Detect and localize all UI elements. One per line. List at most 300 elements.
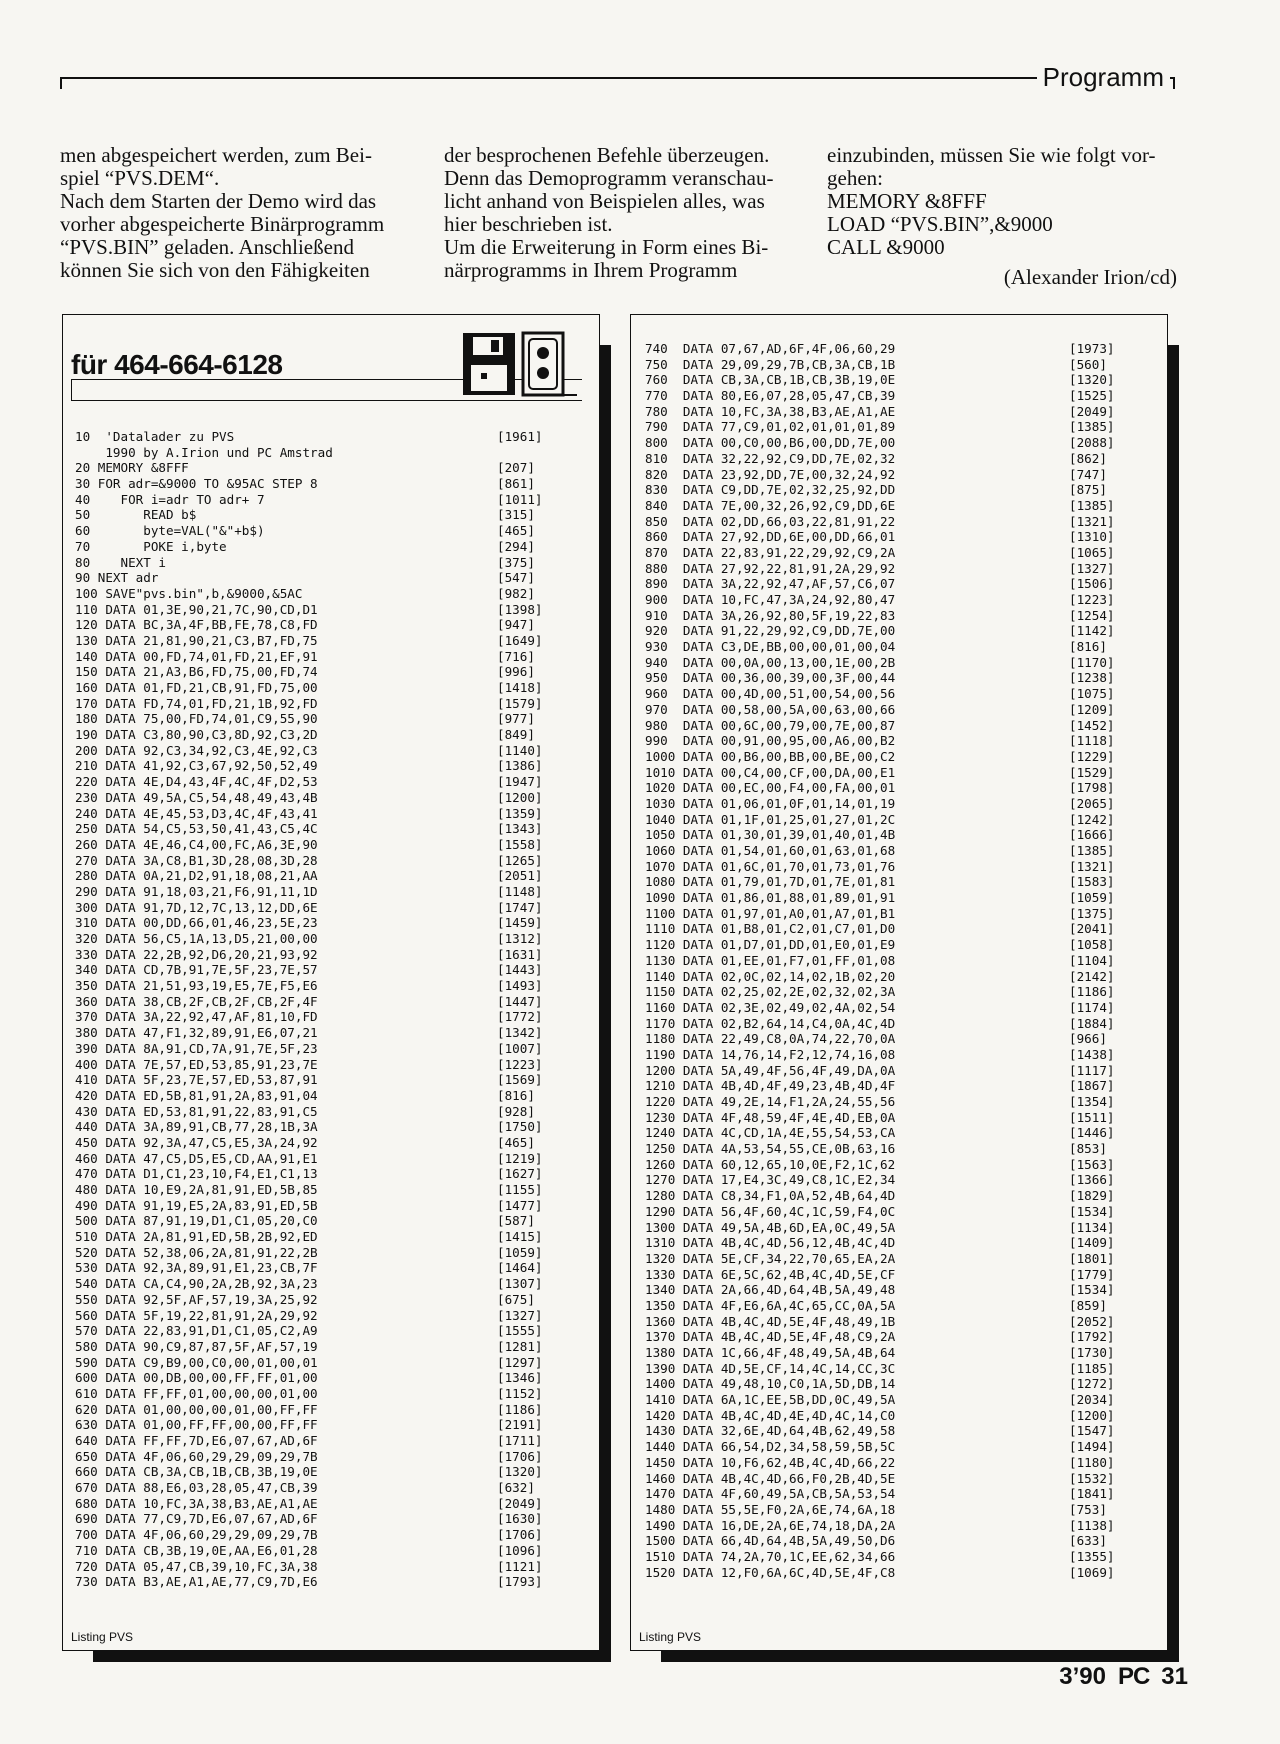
checksum: [1534]: [1069, 1282, 1115, 1298]
checksum: [1242]: [1069, 811, 1115, 827]
code-text: 1320 DATA 5E,CF,34,22,70,65,EA,2A: [645, 1250, 896, 1266]
code-text: 620 DATA 01,00,00,00,01,00,FF,FF: [75, 1401, 318, 1417]
code-text: 470 DATA D1,C1,23,10,F4,E1,C1,13: [75, 1166, 318, 1182]
code-line: [631, 451, 1167, 467]
code-text: 740 DATA 07,67,AD,6F,4F,06,60,29: [645, 341, 896, 356]
code-text: 1180 DATA 22,49,C8,0A,74,22,70,0A: [645, 1031, 896, 1047]
checksum: [1973]: [1069, 341, 1115, 356]
checksum: [633]: [1069, 1533, 1107, 1549]
checksum: [1223]: [497, 1056, 543, 1072]
code-text: 540 DATA CA,C4,90,2A,2B,92,3A,23: [75, 1276, 318, 1292]
code-line: [63, 1464, 599, 1480]
checksum: [753]: [1069, 1501, 1107, 1517]
checksum: [1359]: [497, 805, 543, 821]
code-line: [63, 1057, 599, 1073]
code-line: [63, 962, 599, 978]
code-text: 350 DATA 21,51,93,19,E5,7E,F5,E6: [75, 978, 318, 994]
code-text: 940 DATA 00,0A,00,13,00,1E,00,2B: [645, 654, 896, 670]
code-line: [631, 1188, 1167, 1204]
checksum: [1142]: [1069, 623, 1115, 639]
code-line: [631, 796, 1167, 812]
code-line: [631, 357, 1167, 373]
code-text: 340 DATA CD,7B,91,7E,5F,23,7E,57: [75, 962, 318, 978]
code-line: [631, 984, 1167, 1000]
code-line: [631, 1000, 1167, 1016]
code-text: 690 DATA 77,C9,7D,E6,07,67,AD,6F: [75, 1511, 318, 1527]
checksum: [849]: [497, 727, 535, 743]
code-text: 220 DATA 4E,D4,43,4F,4C,4F,D2,53: [75, 774, 318, 790]
checksum: [1343]: [497, 821, 543, 837]
code-line: [63, 602, 599, 618]
code-text: 530 DATA 92,3A,89,91,E1,23,CB,7F: [75, 1260, 318, 1276]
code-line: [63, 1496, 599, 1512]
code-text: 1230 DATA 4F,48,59,4F,4E,4D,EB,0A: [645, 1109, 896, 1125]
code-line: [63, 1417, 599, 1433]
checksum: [1134]: [1069, 1219, 1115, 1235]
code-text: 410 DATA 5F,23,7E,57,ED,53,87,91: [75, 1072, 318, 1088]
code-line: [63, 837, 599, 853]
checksum: [1065]: [1069, 544, 1115, 560]
code-line: [63, 664, 599, 680]
code-line: [63, 476, 599, 492]
code-text: 480 DATA 10,E9,2A,81,91,ED,5B,85: [75, 1182, 318, 1197]
code-text: 260 DATA 4E,46,C4,00,FC,A6,3E,90: [75, 836, 318, 852]
code-text: 1190 DATA 14,76,14,F2,12,74,16,08: [645, 1046, 896, 1062]
checksum: [1579]: [497, 695, 543, 711]
code-text: 70 POKE i,byte: [75, 538, 227, 554]
code-line: [63, 743, 599, 759]
code-text: 1400 DATA 49,48,10,C0,1A,5D,DB,14: [645, 1376, 896, 1392]
code-text: 1290 DATA 56,4F,60,4C,1C,59,F4,0C: [645, 1203, 896, 1219]
checksum: [1529]: [1069, 764, 1115, 780]
checksum: [1798]: [1069, 780, 1115, 796]
checksum: [1446]: [1069, 1125, 1115, 1141]
checksum: [1272]: [1069, 1376, 1115, 1392]
code-text: 1990 by A.Irion und PC Amstrad: [75, 444, 333, 460]
checksum: [1706]: [497, 1527, 543, 1543]
code-line: [631, 780, 1167, 796]
code-line: [63, 1229, 599, 1245]
code-text: 1310 DATA 4B,4C,4D,56,12,4B,4C,4D: [645, 1235, 896, 1251]
code-text: 1090 DATA 01,86,01,88,01,89,01,91: [645, 890, 896, 906]
code-text: 430 DATA ED,53,81,91,22,83,91,C5: [75, 1103, 318, 1119]
checksum: [1583]: [1069, 874, 1115, 890]
code-line: [631, 1518, 1167, 1534]
code-line: [63, 1339, 599, 1355]
code-line: [631, 419, 1167, 435]
code-line: [631, 1031, 1167, 1047]
checksum: [2052]: [1069, 1313, 1115, 1329]
code-text: 850 DATA 02,DD,66,03,22,81,91,22: [645, 513, 896, 529]
code-text: 120 DATA BC,3A,4F,BB,FE,78,C8,FD: [75, 617, 318, 633]
code-line: [63, 1323, 599, 1339]
code-line: [63, 1198, 599, 1214]
code-text: 550 DATA 92,5F,AF,57,19,3A,25,92: [75, 1291, 318, 1307]
checksum: [1375]: [1069, 905, 1115, 921]
checksum: [1320]: [1069, 372, 1115, 388]
text-line: Nach dem Starten der Demo wird das: [60, 189, 377, 213]
code-text: 1010 DATA 00,C4,00,CF,00,DA,00,E1: [645, 764, 896, 780]
code-line: [631, 1455, 1167, 1471]
compatibility-badge: für 464-664-6128: [71, 349, 283, 380]
code-text: 1350 DATA 4F,E6,6A,4C,65,CC,0A,5A: [645, 1297, 896, 1313]
checksum: [1385]: [1069, 419, 1115, 435]
code-text: 1100 DATA 01,97,01,A0,01,A7,01,B1: [645, 905, 896, 921]
code-listing-left: [63, 429, 599, 1590]
code-text: 670 DATA 88,E6,03,28,05,47,CB,39: [75, 1480, 318, 1496]
code-text: 90 NEXT adr: [75, 570, 159, 586]
code-text: 590 DATA C9,B9,00,C0,00,01,00,01: [75, 1354, 318, 1370]
code-line: [631, 1078, 1167, 1094]
code-line: [63, 429, 599, 445]
code-line: [631, 639, 1167, 655]
code-line: [63, 915, 599, 931]
code-line: [631, 655, 1167, 671]
code-line: [63, 1119, 599, 1135]
checksum: [1792]: [1069, 1329, 1115, 1345]
checksum: [1320]: [497, 1464, 543, 1480]
code-text: 970 DATA 00,58,00,5A,00,63,00,66: [645, 701, 896, 717]
checksum: [1148]: [497, 883, 543, 899]
checksum: [1385]: [1069, 497, 1115, 513]
checksum: [1342]: [497, 1025, 543, 1041]
checksum: [2049]: [1069, 403, 1115, 419]
code-line: [631, 1376, 1167, 1392]
checksum: [632]: [497, 1480, 535, 1496]
code-line: [631, 1486, 1167, 1502]
checksum: [294]: [497, 538, 535, 554]
checksum: [2049]: [497, 1495, 543, 1511]
checksum: [966]: [1069, 1031, 1107, 1047]
code-line: [631, 1157, 1167, 1173]
checksum: [1121]: [497, 1558, 543, 1574]
checksum: [1459]: [497, 915, 543, 931]
text-line: einzubinden, müssen Sie wie folgt vor-: [827, 143, 1156, 167]
code-line: [63, 1213, 599, 1229]
text-line: men abgespeichert werden, zum Bei-: [60, 143, 372, 167]
code-text: 790 DATA 77,C9,01,02,01,01,01,89: [645, 419, 896, 435]
code-line: [63, 1166, 599, 1182]
code-text: 650 DATA 4F,06,60,29,29,09,29,7B: [75, 1448, 318, 1464]
checksum: [977]: [497, 711, 535, 727]
checksum: [1265]: [497, 852, 543, 868]
code-text: 1370 DATA 4B,4C,4D,5E,4F,48,C9,2A: [645, 1329, 896, 1345]
code-text: 630 DATA 01,00,FF,FF,00,00,FF,FF: [75, 1417, 318, 1433]
code-line: [631, 843, 1167, 859]
code-text: 1120 DATA 01,D7,01,DD,01,E0,01,E9: [645, 937, 896, 953]
code-line: [631, 1471, 1167, 1487]
code-line: [63, 1402, 599, 1418]
code-line: [63, 1386, 599, 1402]
checksum: [1355]: [1069, 1548, 1115, 1564]
text-line: MEMORY &8FFF: [827, 189, 987, 213]
code-line: [63, 868, 599, 884]
code-line: [63, 649, 599, 665]
checksum: [1238]: [1069, 670, 1115, 686]
code-line: [63, 1025, 599, 1041]
code-text: 600 DATA 00,DB,00,00,FF,FF,01,00: [75, 1370, 318, 1386]
code-text: 1050 DATA 01,30,01,39,01,40,01,4B: [645, 827, 896, 843]
code-line: [631, 404, 1167, 420]
code-text: 510 DATA 2A,81,91,ED,5B,2B,92,ED: [75, 1229, 318, 1245]
checksum: [1630]: [497, 1511, 543, 1527]
code-line: [631, 937, 1167, 953]
code-line: [63, 1088, 599, 1104]
code-line: [631, 1251, 1167, 1267]
checksum: [1354]: [1069, 1094, 1115, 1109]
code-line: [631, 561, 1167, 577]
code-text: 1520 DATA 12,F0,6A,6C,4D,5E,4F,C8: [645, 1564, 896, 1580]
checksum: [2088]: [1069, 435, 1115, 451]
checksum: [1415]: [497, 1229, 543, 1245]
code-line: [63, 1355, 599, 1371]
checksum: [1563]: [1069, 1156, 1115, 1172]
code-line: [63, 947, 599, 963]
code-text: 1160 DATA 02,3E,02,49,02,4A,02,54: [645, 999, 896, 1015]
checksum: [1464]: [497, 1260, 543, 1276]
code-text: 900 DATA 10,FC,47,3A,24,92,80,47: [645, 592, 896, 607]
code-text: 280 DATA 0A,21,D2,91,18,08,21,AA: [75, 868, 318, 884]
code-line: [63, 1260, 599, 1276]
checksum: [816]: [497, 1087, 535, 1103]
code-text: 1340 DATA 2A,66,4D,64,4B,5A,49,48: [645, 1282, 896, 1298]
code-text: 770 DATA 80,E6,07,28,05,47,CB,39: [645, 388, 896, 404]
code-line: [631, 733, 1167, 749]
checksum: [1200]: [1069, 1407, 1115, 1423]
checksum: [1666]: [1069, 827, 1115, 843]
checksum: [1627]: [497, 1166, 543, 1182]
checksum: [1841]: [1069, 1486, 1115, 1502]
checksum: [1281]: [497, 1338, 543, 1354]
code-text: 1380 DATA 1C,66,4F,48,49,5A,4B,64: [645, 1345, 896, 1360]
checksum: [1438]: [1069, 1046, 1115, 1062]
checksum: [1140]: [497, 742, 543, 758]
listing-label: Listing PVS: [71, 1630, 134, 1644]
code-line: [631, 1267, 1167, 1283]
code-line: [63, 570, 599, 586]
code-text: 320 DATA 56,C5,1A,13,D5,21,00,00: [75, 931, 318, 946]
code-line: [63, 1182, 599, 1198]
checksum: [1346]: [497, 1370, 543, 1386]
checksum: [1867]: [1069, 1078, 1115, 1094]
code-line: [63, 1433, 599, 1449]
listing-box-left: [62, 314, 600, 1651]
checksum: [1730]: [1069, 1345, 1115, 1360]
code-text: 1300 DATA 49,5A,4B,6D,EA,0C,49,5A: [645, 1219, 896, 1235]
article-column-3: [827, 144, 1177, 259]
code-text: 700 DATA 4F,06,60,29,29,09,29,7B: [75, 1527, 318, 1543]
disk-cassette-icon: [461, 331, 579, 403]
checksum: [2065]: [1069, 795, 1115, 811]
code-line: [63, 900, 599, 916]
code-line: [631, 859, 1167, 875]
code-text: 1500 DATA 66,4D,64,4B,5A,49,50,D6: [645, 1533, 896, 1549]
code-listing-right: [631, 341, 1167, 1580]
code-text: 210 DATA 41,92,C3,67,92,50,52,49: [75, 758, 318, 774]
text-line: gehen:: [827, 166, 883, 190]
checksum: [1209]: [1069, 701, 1115, 717]
code-text: 1140 DATA 02,0C,02,14,02,1B,02,20: [645, 968, 896, 984]
code-text: 1030 DATA 01,06,01,0F,01,14,01,19: [645, 795, 896, 811]
checksum: [1059]: [1069, 890, 1115, 906]
checksum: [1511]: [1069, 1109, 1115, 1125]
checksum: [547]: [497, 570, 535, 586]
code-line: [63, 555, 599, 571]
code-text: 1020 DATA 00,EC,00,F4,00,FA,00,01: [645, 780, 896, 796]
code-text: 1220 DATA 49,2E,14,F1,2A,24,55,56: [645, 1094, 896, 1109]
code-line: [631, 1172, 1167, 1188]
checksum: [1884]: [1069, 1015, 1115, 1031]
checksum: [375]: [497, 554, 535, 570]
checksum: [1297]: [497, 1354, 543, 1370]
author-credit: (Alexander Irion/cd): [1003, 265, 1177, 289]
code-text: 1330 DATA 6E,5C,62,4B,4C,4D,5E,CF: [645, 1266, 896, 1282]
code-line: [631, 1549, 1167, 1565]
code-text: 990 DATA 00,91,00,95,00,A6,00,B2: [645, 733, 896, 749]
checksum: [1059]: [497, 1244, 543, 1260]
checksum: [947]: [497, 617, 535, 633]
code-text: 100 SAVE"pvs.bin",b,&9000,&5AC: [75, 585, 303, 601]
code-line: [63, 460, 599, 476]
text-line: CALL &9000: [827, 235, 945, 259]
code-text: 490 DATA 91,19,E5,2A,83,91,ED,5B: [75, 1197, 318, 1213]
code-line: [631, 1204, 1167, 1220]
checksum: [2051]: [497, 868, 543, 884]
section-title: Programm: [1037, 62, 1170, 93]
code-line: [631, 765, 1167, 781]
checksum: [1398]: [497, 601, 543, 617]
code-text: 720 DATA 05,47,CB,39,10,FC,3A,38: [75, 1558, 318, 1574]
code-text: 1480 DATA 55,5E,F0,2A,6E,74,6A,18: [645, 1501, 896, 1517]
code-line: [631, 686, 1167, 702]
checksum: [1366]: [1069, 1172, 1115, 1188]
code-text: 1490 DATA 16,DE,2A,6E,74,18,DA,2A: [645, 1517, 896, 1533]
code-text: 390 DATA 8A,91,CD,7A,91,7E,5F,23: [75, 1040, 318, 1056]
code-text: 580 DATA 90,C9,87,87,5F,AF,57,19: [75, 1338, 318, 1354]
checksum: [1631]: [497, 946, 543, 962]
checksum: [1569]: [497, 1072, 543, 1088]
checksum: [1229]: [1069, 748, 1115, 764]
checksum: [2034]: [1069, 1392, 1115, 1408]
code-text: 640 DATA FF,FF,7D,E6,07,67,AD,6F: [75, 1433, 318, 1448]
code-text: 40 FOR i=adr TO adr+ 7: [75, 491, 265, 507]
code-line: [631, 372, 1167, 388]
code-text: 1150 DATA 02,25,02,2E,02,32,02,3A: [645, 984, 896, 1000]
code-text: 1170 DATA 02,B2,64,14,C4,0A,4C,4D: [645, 1015, 896, 1031]
code-text: 760 DATA CB,3A,CB,1B,CB,3B,19,0E: [645, 372, 896, 388]
code-text: 1040 DATA 01,1F,01,25,01,27,01,2C: [645, 811, 896, 827]
code-line: [63, 1072, 599, 1088]
code-line: [631, 592, 1167, 608]
magazine-logo: PC: [1117, 1663, 1150, 1690]
code-text: 1460 DATA 4B,4C,4D,66,F0,2B,4D,5E: [645, 1470, 896, 1486]
code-text: 360 DATA 38,CB,2F,CB,2F,CB,2F,4F: [75, 993, 318, 1009]
code-text: 920 DATA 91,22,29,92,C9,DD,7E,00: [645, 623, 896, 639]
code-line: [631, 1220, 1167, 1236]
code-text: 780 DATA 10,FC,3A,38,B3,AE,A1,AE: [645, 403, 896, 419]
checksum: [1494]: [1069, 1439, 1115, 1455]
code-text: 50 READ b$: [75, 507, 197, 523]
code-text: 860 DATA 27,92,DD,6E,00,DD,66,01: [645, 529, 896, 545]
checksum: [1223]: [1069, 592, 1115, 607]
code-text: 500 DATA 87,91,19,D1,C1,05,20,C0: [75, 1213, 318, 1229]
code-text: 1000 DATA 00,B6,00,BB,00,BE,00,C2: [645, 748, 896, 764]
checksum: [1706]: [497, 1448, 543, 1464]
code-line: [63, 680, 599, 696]
checksum: [1327]: [497, 1307, 543, 1323]
checksum: [861]: [497, 476, 535, 492]
code-text: 240 DATA 4E,45,53,D3,4C,4F,43,41: [75, 805, 318, 821]
code-text: 610 DATA FF,FF,01,00,00,00,01,00: [75, 1385, 318, 1401]
code-line: [631, 623, 1167, 639]
checksum: [1547]: [1069, 1423, 1115, 1439]
code-text: 840 DATA 7E,00,32,26,92,C9,DD,6E: [645, 497, 896, 513]
code-line: [63, 1245, 599, 1261]
code-line: [63, 978, 599, 994]
code-line: [631, 341, 1167, 357]
code-line: [631, 1314, 1167, 1330]
code-text: 950 DATA 00,36,00,39,00,3F,00,44: [645, 670, 896, 686]
code-line: [63, 1543, 599, 1559]
checksum: [1452]: [1069, 717, 1115, 733]
checksum: [862]: [1069, 450, 1107, 466]
code-text: 160 DATA 01,FD,21,CB,91,FD,75,00: [75, 680, 318, 695]
code-line: [631, 1439, 1167, 1455]
code-line: [631, 1408, 1167, 1424]
checksum: [587]: [497, 1213, 535, 1229]
checksum: [1200]: [497, 789, 543, 805]
checksum: [1069]: [1069, 1564, 1115, 1580]
checksum: [1443]: [497, 962, 543, 978]
code-line: [631, 545, 1167, 561]
code-text: 370 DATA 3A,22,92,47,AF,81,10,FD: [75, 1009, 318, 1025]
code-text: 1210 DATA 4B,4D,4F,49,23,4B,4D,4F: [645, 1078, 896, 1094]
code-line: [63, 696, 599, 712]
checksum: [747]: [1069, 466, 1107, 482]
code-line: [63, 507, 599, 523]
checksum: [675]: [497, 1291, 535, 1307]
checksum: [1801]: [1069, 1250, 1115, 1266]
article-column-1: [60, 144, 410, 282]
code-text: 250 DATA 54,C5,53,50,41,43,C5,4C: [75, 821, 318, 837]
code-text: 1240 DATA 4C,CD,1A,4E,55,54,53,CA: [645, 1125, 896, 1141]
checksum: [1312]: [497, 931, 543, 946]
checksum: [1185]: [1069, 1360, 1115, 1376]
checksum: [1152]: [497, 1385, 543, 1401]
code-text: 1510 DATA 74,2A,70,1C,EE,62,34,66: [645, 1548, 896, 1564]
checksum: [1186]: [497, 1401, 543, 1417]
code-line: [631, 1235, 1167, 1251]
code-line: [631, 906, 1167, 922]
code-text: 800 DATA 00,C0,00,B6,00,DD,7E,00: [645, 435, 896, 451]
code-text: 230 DATA 49,5A,C5,54,48,49,43,4B: [75, 789, 318, 805]
checksum: [1310]: [1069, 529, 1115, 545]
code-text: 20 MEMORY &8FFF: [75, 460, 189, 476]
code-line: [63, 806, 599, 822]
checksum: [996]: [497, 664, 535, 680]
checksum: [1186]: [1069, 984, 1115, 1000]
code-text: 460 DATA 47,C5,D5,E5,CD,AA,91,E1: [75, 1150, 318, 1166]
code-line: [631, 1063, 1167, 1079]
listing-label: Listing PVS: [639, 1630, 702, 1644]
code-line: [631, 608, 1167, 624]
code-text: 930 DATA C3,DE,BB,00,00,01,00,04: [645, 639, 896, 655]
code-text: 30 FOR adr=&9000 TO &95AC STEP 8: [75, 476, 318, 492]
code-line: [63, 492, 599, 508]
code-text: 380 DATA 47,F1,32,89,91,E6,07,21: [75, 1025, 318, 1041]
code-line: [631, 1361, 1167, 1377]
checksum: [1117]: [1069, 1062, 1115, 1078]
